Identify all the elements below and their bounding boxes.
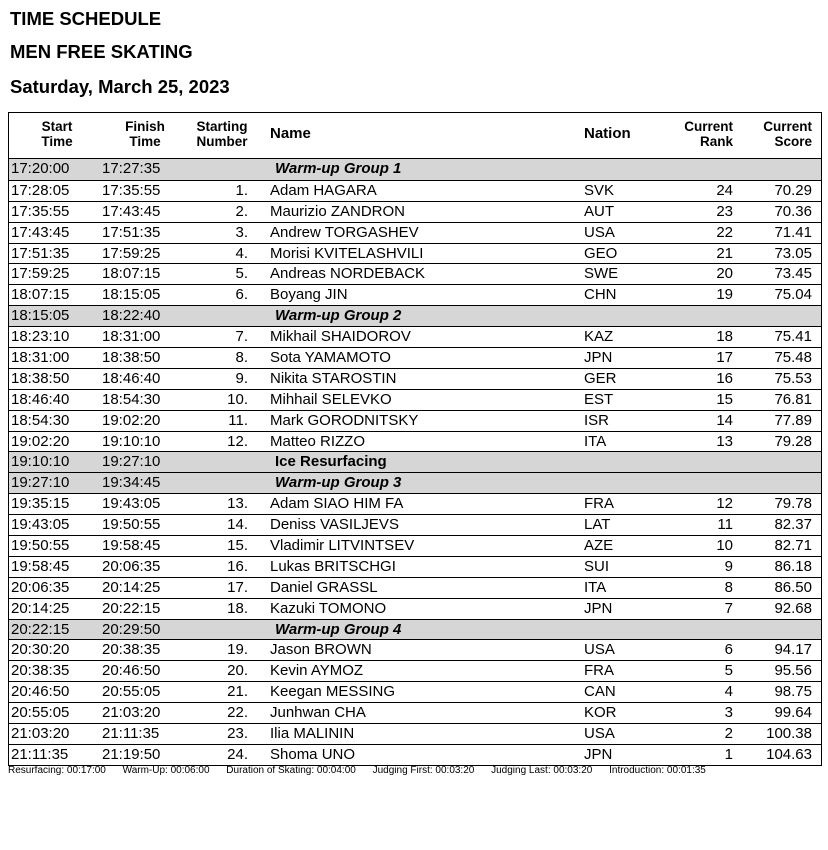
- finish-time-cell: 21:03:20: [102, 704, 161, 722]
- table-row: [9, 263, 821, 284]
- warmup-group-row: [9, 472, 821, 493]
- skater-name-cell: Adam SIAO HIM FA: [270, 495, 404, 513]
- table-row: [9, 431, 821, 452]
- current-score-cell: 79.28: [774, 432, 812, 450]
- table-row: [9, 535, 821, 556]
- table-row: [9, 284, 821, 305]
- start-time-cell: 20:14:25: [11, 599, 70, 617]
- start-time-cell: 19:50:55: [11, 537, 70, 555]
- finish-time-cell: 17:43:45: [102, 202, 161, 220]
- starting-number-cell: 19.: [227, 641, 248, 659]
- start-time-cell: 19:27:10: [11, 474, 70, 492]
- current-score-cell: 94.17: [774, 641, 812, 659]
- current-score-cell: 86.18: [774, 557, 812, 575]
- start-time-cell: 20:46:50: [11, 683, 70, 701]
- current-score-cell: 92.68: [774, 599, 812, 617]
- skater-name-cell: Maurizio ZANDRON: [270, 202, 406, 220]
- nation-cell: JPN: [584, 349, 613, 367]
- table-row: [9, 681, 821, 702]
- skater-name-cell: Matteo RIZZO: [270, 432, 366, 450]
- finish-time-cell: 20:29:50: [102, 620, 161, 638]
- current-score-cell: 77.89: [774, 411, 812, 429]
- start-time-cell: 20:22:15: [11, 620, 70, 638]
- start-time-cell: 20:38:35: [11, 662, 70, 680]
- current-rank-cell: 1: [724, 745, 733, 763]
- start-time-cell: 18:46:40: [11, 390, 70, 408]
- current-rank-cell: 21: [716, 244, 733, 262]
- start-time-cell: 19:58:45: [11, 557, 70, 575]
- current-score-cell: 79.78: [774, 495, 812, 513]
- starting-number-cell: 17.: [227, 578, 248, 596]
- start-time-cell: 18:15:05: [11, 307, 70, 325]
- segment-label: Warm-up Group 4: [275, 620, 402, 638]
- current-score-cell: 82.71: [774, 537, 812, 555]
- footer-warmup: Warm-Up: 00:06:00: [122, 765, 210, 776]
- finish-time-cell: 20:55:05: [102, 683, 161, 701]
- current-rank-cell: 12: [716, 495, 733, 513]
- table-row: [9, 180, 821, 201]
- table-header: [9, 113, 821, 159]
- table-row: [9, 639, 821, 660]
- finish-time-cell: 19:50:55: [102, 516, 161, 534]
- finish-time-cell: 19:27:10: [102, 453, 161, 471]
- nation-cell: AZE: [584, 537, 614, 555]
- finish-time-cell: 17:59:25: [102, 244, 161, 262]
- finish-time-cell: 20:22:15: [102, 599, 161, 617]
- start-time-cell: 19:10:10: [11, 453, 70, 471]
- current-rank-cell: 7: [724, 599, 733, 617]
- current-rank-cell: 20: [716, 265, 733, 283]
- current-rank-cell: 13: [716, 432, 733, 450]
- table-row: [9, 702, 821, 723]
- nation-cell: GEO: [584, 244, 618, 262]
- current-rank-cell: 10: [716, 537, 733, 555]
- starting-number-cell: 1.: [235, 181, 248, 199]
- nation-cell: FRA: [584, 495, 614, 513]
- current-score-cell: 104.63: [766, 745, 812, 763]
- table-row: [9, 744, 821, 765]
- starting-number-cell: 10.: [227, 390, 248, 408]
- finish-time-cell: 20:06:35: [102, 557, 161, 575]
- nation-cell: ITA: [584, 578, 607, 596]
- skater-name-cell: Vladimir LITVINTSEV: [270, 537, 415, 555]
- nation-cell: SWE: [584, 265, 619, 283]
- skater-name-cell: Ilia MALININ: [270, 725, 355, 743]
- table-row: [9, 577, 821, 598]
- nation-cell: SUI: [584, 557, 610, 575]
- nation-cell: AUT: [584, 202, 614, 220]
- current-rank-cell: 19: [716, 286, 733, 304]
- starting-number-cell: 12.: [227, 432, 248, 450]
- starting-number-cell: 8.: [235, 349, 248, 367]
- skater-name-cell: Adam HAGARA: [270, 181, 377, 199]
- table-row: [9, 493, 821, 514]
- current-rank-cell: 11: [717, 516, 733, 534]
- current-rank-cell: 18: [716, 328, 733, 346]
- nation-cell: JPN: [584, 599, 613, 617]
- skater-name-cell: Nikita STAROSTIN: [270, 369, 397, 387]
- document-title: TIME SCHEDULE: [10, 8, 162, 29]
- starting-number-cell: 22.: [227, 704, 248, 722]
- start-time-cell: 18:07:15: [11, 286, 70, 304]
- skater-name-cell: Junhwan CHA: [270, 704, 366, 722]
- table-row: [9, 723, 821, 744]
- current-score-cell: 75.48: [774, 349, 812, 367]
- current-score-cell: 95.56: [774, 662, 812, 680]
- warmup-group-row: [9, 619, 821, 640]
- skater-name-cell: Boyang JIN: [270, 286, 348, 304]
- table-body: [9, 159, 821, 765]
- header-nation: Nation: [584, 125, 631, 142]
- start-time-cell: 17:59:25: [11, 265, 70, 283]
- table-row: [9, 660, 821, 681]
- current-rank-cell: 3: [724, 704, 733, 722]
- start-time-cell: 18:54:30: [11, 411, 70, 429]
- current-rank-cell: 22: [716, 223, 733, 241]
- skater-name-cell: Mark GORODNITSKY: [270, 411, 419, 429]
- current-rank-cell: 14: [716, 411, 733, 429]
- skater-name-cell: Mikhail SHAIDOROV: [270, 328, 411, 346]
- start-time-cell: 21:03:20: [11, 725, 70, 743]
- start-time-cell: 17:51:35: [11, 244, 70, 262]
- skater-name-cell: Mihhail SELEVKO: [270, 390, 392, 408]
- current-score-cell: 71.41: [774, 223, 812, 241]
- finish-time-cell: 20:38:35: [102, 641, 161, 659]
- current-rank-cell: 8: [724, 578, 733, 596]
- nation-cell: CHN: [584, 286, 617, 304]
- header-current-rank: Current Rank: [684, 119, 733, 149]
- nation-cell: CAN: [584, 683, 616, 701]
- table-row: [9, 243, 821, 264]
- starting-number-cell: 9.: [235, 369, 248, 387]
- header-name: Name: [270, 125, 311, 142]
- header-start-time: Start Time: [41, 119, 73, 149]
- nation-cell: KAZ: [584, 328, 614, 346]
- nation-cell: EST: [584, 390, 614, 408]
- starting-number-cell: 21.: [227, 683, 248, 701]
- starting-number-cell: 24.: [227, 745, 248, 763]
- current-rank-cell: 17: [716, 349, 733, 367]
- table-row: [9, 556, 821, 577]
- finish-time-cell: 19:58:45: [102, 537, 161, 555]
- finish-time-cell: 18:31:00: [102, 328, 161, 346]
- skater-name-cell: Lukas BRITSCHGI: [270, 557, 396, 575]
- event-title: MEN FREE SKATING: [10, 41, 193, 62]
- nation-cell: JPN: [584, 745, 613, 763]
- skater-name-cell: Daniel GRASSL: [270, 578, 378, 596]
- skater-name-cell: Jason BROWN: [270, 641, 372, 659]
- segment-label: Warm-up Group 1: [275, 160, 402, 177]
- starting-number-cell: 7.: [235, 328, 248, 346]
- finish-time-cell: 18:22:40: [102, 307, 161, 325]
- current-score-cell: 75.04: [774, 286, 812, 304]
- event-date: Saturday, March 25, 2023: [10, 76, 230, 97]
- finish-time-cell: 18:38:50: [102, 349, 161, 367]
- footer-resurfacing: Resurfacing: 00:17:00: [8, 765, 106, 776]
- start-time-cell: 19:02:20: [11, 432, 70, 450]
- finish-time-cell: 20:46:50: [102, 662, 161, 680]
- current-rank-cell: 6: [724, 641, 733, 659]
- footer-duration: Duration of Skating: 00:04:00: [226, 765, 356, 776]
- warmup-group-row: [9, 305, 821, 326]
- current-score-cell: 86.50: [774, 578, 812, 596]
- finish-time-cell: 17:35:55: [102, 181, 161, 199]
- skater-name-cell: Kazuki TOMONO: [270, 599, 387, 617]
- table-row: [9, 514, 821, 535]
- start-time-cell: 18:23:10: [11, 328, 70, 346]
- start-time-cell: 20:06:35: [11, 578, 70, 596]
- footer-judging-first: Judging First: 00:03:20: [372, 765, 475, 776]
- starting-number-cell: 13.: [227, 495, 248, 513]
- starting-number-cell: 14.: [227, 516, 248, 534]
- table-row: [9, 201, 821, 222]
- start-time-cell: 18:31:00: [11, 349, 70, 367]
- starting-number-cell: 20.: [227, 662, 248, 680]
- start-time-cell: 19:35:15: [11, 495, 70, 513]
- segment-label: Warm-up Group 2: [275, 307, 402, 325]
- skater-name-cell: Andreas NORDEBACK: [270, 265, 426, 283]
- nation-cell: USA: [584, 725, 615, 743]
- skater-name-cell: Sota YAMAMOTO: [270, 349, 391, 367]
- start-time-cell: 17:35:55: [11, 202, 70, 220]
- starting-number-cell: 3.: [235, 223, 248, 241]
- start-time-cell: 17:28:05: [11, 181, 70, 199]
- segment-label: Warm-up Group 3: [275, 474, 402, 492]
- finish-time-cell: 21:19:50: [102, 745, 161, 763]
- resurfacing-row: [9, 451, 821, 472]
- table-row: [9, 347, 821, 368]
- starting-number-cell: 16.: [227, 557, 248, 575]
- finish-time-cell: 20:14:25: [102, 578, 161, 596]
- current-score-cell: 98.75: [774, 683, 812, 701]
- starting-number-cell: 4.: [235, 244, 248, 262]
- nation-cell: LAT: [584, 516, 611, 534]
- header-current-score: Current Score: [763, 119, 812, 149]
- current-score-cell: 73.45: [774, 265, 812, 283]
- finish-time-cell: 18:46:40: [102, 369, 161, 387]
- finish-time-cell: 19:34:45: [102, 474, 161, 492]
- current-score-cell: 75.53: [774, 369, 812, 387]
- current-rank-cell: 16: [716, 369, 733, 387]
- current-score-cell: 73.05: [774, 244, 812, 262]
- current-score-cell: 76.81: [774, 390, 812, 408]
- starting-number-cell: 11.: [228, 411, 248, 429]
- footer-judging-last: Judging Last: 00:03:20: [491, 765, 593, 776]
- nation-cell: GER: [584, 369, 617, 387]
- skater-name-cell: Kevin AYMOZ: [270, 662, 364, 680]
- nation-cell: FRA: [584, 662, 614, 680]
- nation-cell: KOR: [584, 704, 617, 722]
- skater-name-cell: Shoma UNO: [270, 745, 356, 763]
- current-score-cell: 100.38: [766, 725, 812, 743]
- finish-time-cell: 18:54:30: [102, 390, 161, 408]
- start-time-cell: 17:43:45: [11, 223, 70, 241]
- finish-time-cell: 18:07:15: [102, 265, 161, 283]
- current-rank-cell: 23: [716, 202, 733, 220]
- table-row: [9, 389, 821, 410]
- skater-name-cell: Andrew TORGASHEV: [270, 223, 419, 241]
- nation-cell: USA: [584, 641, 615, 659]
- warmup-group-row: [9, 159, 821, 180]
- start-time-cell: 17:20:00: [11, 160, 70, 177]
- table-row: [9, 368, 821, 389]
- current-score-cell: 75.41: [774, 328, 812, 346]
- nation-cell: ISR: [584, 411, 610, 429]
- starting-number-cell: 18.: [227, 599, 248, 617]
- current-rank-cell: 4: [724, 683, 733, 701]
- start-time-cell: 20:55:05: [11, 704, 70, 722]
- current-score-cell: 70.36: [774, 202, 812, 220]
- starting-number-cell: 23.: [227, 725, 248, 743]
- skater-name-cell: Morisi KVITELASHVILI: [270, 244, 424, 262]
- starting-number-cell: 5.: [235, 265, 248, 283]
- nation-cell: USA: [584, 223, 615, 241]
- schedule-table: [8, 112, 822, 766]
- skater-name-cell: Keegan MESSING: [270, 683, 396, 701]
- start-time-cell: 18:38:50: [11, 369, 70, 387]
- header-finish-time: Finish Time: [125, 119, 165, 149]
- current-rank-cell: 5: [724, 662, 733, 680]
- segment-label: Ice Resurfacing: [275, 453, 387, 471]
- current-score-cell: 99.64: [774, 704, 812, 722]
- footer-durations: [8, 765, 720, 776]
- start-time-cell: 21:11:35: [11, 745, 69, 763]
- current-score-cell: 70.29: [774, 181, 812, 199]
- finish-time-cell: 17:27:35: [102, 160, 161, 177]
- finish-time-cell: 19:10:10: [102, 432, 161, 450]
- skater-name-cell: Deniss VASILJEVS: [270, 516, 399, 534]
- finish-time-cell: 19:43:05: [102, 495, 161, 513]
- starting-number-cell: 6.: [235, 286, 248, 304]
- finish-time-cell: 17:51:35: [102, 223, 161, 241]
- current-rank-cell: 15: [716, 390, 733, 408]
- start-time-cell: 20:30:20: [11, 641, 70, 659]
- start-time-cell: 19:43:05: [11, 516, 70, 534]
- starting-number-cell: 2.: [235, 202, 248, 220]
- nation-cell: ITA: [584, 432, 607, 450]
- finish-time-cell: 18:15:05: [102, 286, 161, 304]
- current-score-cell: 82.37: [774, 516, 812, 534]
- current-rank-cell: 9: [724, 557, 733, 575]
- table-row: [9, 410, 821, 431]
- current-rank-cell: 24: [716, 181, 733, 199]
- table-row: [9, 222, 821, 243]
- table-row: [9, 598, 821, 619]
- header-starting-number: Starting Number: [196, 119, 248, 149]
- starting-number-cell: 15.: [227, 537, 248, 555]
- finish-time-cell: 19:02:20: [102, 411, 161, 429]
- table-row: [9, 326, 821, 347]
- footer-introduction: Introduction: 00:01:35: [609, 765, 706, 776]
- current-rank-cell: 2: [724, 725, 733, 743]
- finish-time-cell: 21:11:35: [102, 725, 160, 743]
- nation-cell: SVK: [584, 181, 615, 199]
